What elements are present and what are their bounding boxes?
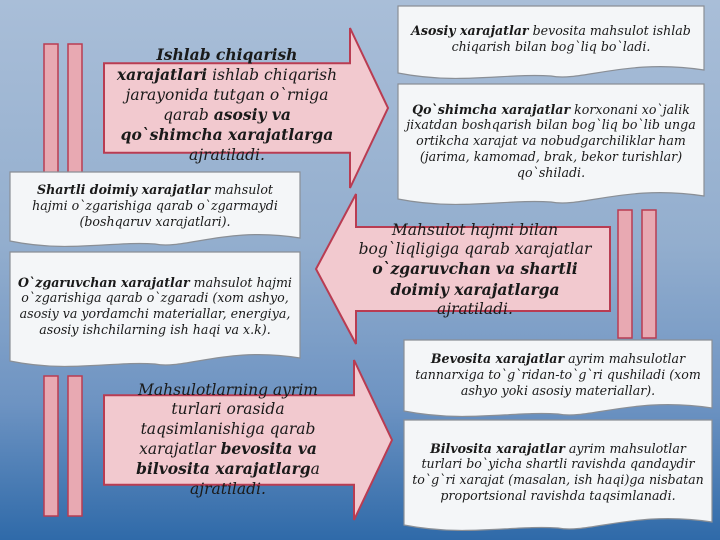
text-segment: ayrim mahsulotlar turlari bo`yicha shartli ravishda qandaydir to`g`ri xarajat (masalan, ish haqi)ga nisbatan proportsional ravishda taqsimlanadi.	[412, 440, 704, 503]
decorative-bar	[618, 210, 632, 338]
text-segment: o`zgaruvchan va shartli doimiy xarajatlarga	[372, 259, 578, 299]
arrow-text-inner	[116, 45, 338, 165]
text-segment: ajratiladi.	[437, 300, 513, 319]
box-text-direct-costs	[412, 344, 704, 406]
decorative-bar	[68, 44, 82, 184]
text-segment: bevosita va bilvosita xarajatlarg	[136, 439, 317, 479]
arrow-text-production-costs	[116, 44, 338, 164]
text-segment: bevosita mahsulot ishlab chiqarish bilan bog`liq bo`ladi.	[451, 23, 691, 54]
text-segment: Shartli doimiy xarajatlar	[36, 182, 211, 198]
text-segment: Asosiy xarajatlar	[411, 23, 529, 39]
arrow-text-inner	[355, 221, 595, 320]
box-text-inner	[18, 182, 292, 229]
text-segment: ishlab chiqarish jarayonida tutgan o`rniga qarab	[125, 66, 338, 124]
text-segment: Bilvosita xarajatlar	[430, 440, 565, 456]
decorative-bar	[68, 376, 82, 516]
box-text-variable-costs	[18, 256, 292, 356]
text-segment: Mahsulotlarning ayrim turlari orasida taqsimlanishiga qarab xarajatlar	[138, 380, 318, 458]
box-text-inner	[412, 441, 704, 504]
arrow-text-allocation-costs	[112, 380, 344, 498]
text-segment: Ishlab chiqarish xarajatlari	[116, 44, 298, 85]
box-text-fixed-costs	[18, 176, 292, 236]
box-text-inner	[406, 23, 696, 54]
text-segment: O`zgaruvchan xarajatlar	[18, 274, 190, 290]
box-text-inner	[412, 351, 704, 398]
arrow-text-inner	[112, 381, 344, 499]
box-text-additional-costs	[406, 88, 696, 194]
box-text-indirect-costs	[412, 424, 704, 520]
text-segment: korxonani xo`jalik jixatdan boshqarish bilan bog`liq bo`lib unga ortikcha xarajat va nobudgarchiliklar ham (jarima, kamomad, brak, bekor turishlar) qo`shiladi.	[406, 101, 696, 180]
arrow-text-volume-costs	[355, 214, 595, 326]
text-segment: Mahsulot hajmi bilan bog`liqligiga qarab xarajatlar	[358, 220, 592, 258]
text-segment: a ajratiladi.	[190, 460, 320, 498]
box-text-inner	[18, 275, 292, 338]
decorative-bar	[642, 210, 656, 338]
text-segment: asosiy va qo`shimcha xarajatlarga	[120, 105, 334, 145]
box-text-inner	[406, 102, 696, 181]
text-segment: ajratiladi.	[189, 145, 265, 164]
text-segment: ayrim mahsulotlar tannarxiga to`g`ridan-to`g`ri qushiladi (xom ashyo yoki asosiy materiallar).	[415, 351, 701, 398]
text-segment: Bevosita xarajatlar	[430, 351, 565, 367]
box-text-basic-costs	[406, 10, 696, 68]
text-segment: mahsulot hajmi o`zgarishiga qarab o`zgarmaydi (boshqaruv xarajatlari).	[32, 182, 278, 229]
decorative-bar	[44, 376, 58, 516]
text-segment: mahsulot hajmi o`zgarishiga qarab o`zgaradi (xom ashyo, asosiy va yordamchi materiallar, energiya, asosiy ishchilarning ish haqi va x.k).	[19, 274, 292, 337]
text-segment: Qo`shimcha xarajatlar	[412, 101, 571, 117]
decorative-bar	[44, 44, 58, 184]
